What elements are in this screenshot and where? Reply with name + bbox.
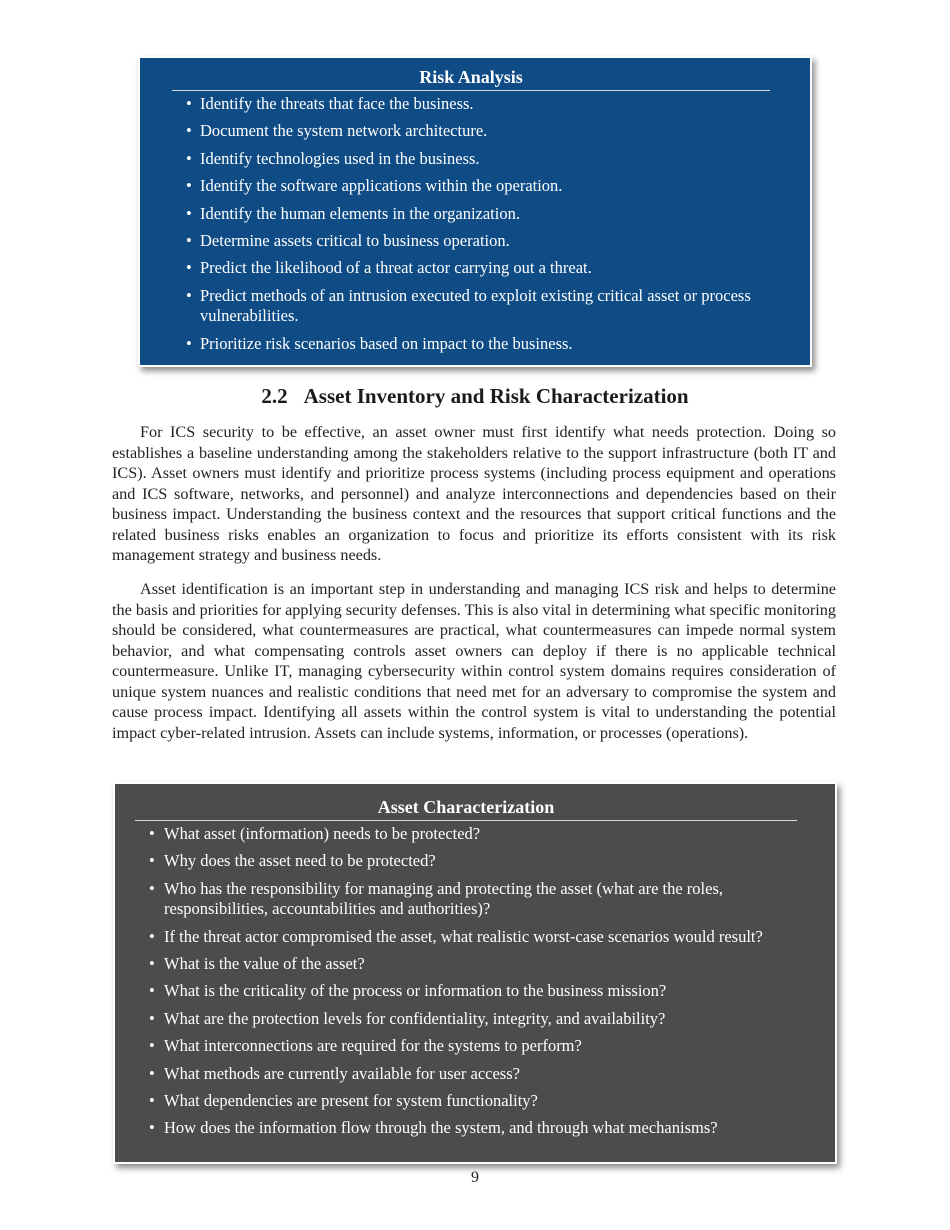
asset-characterization-list (149, 824, 835, 1139)
bullet-icon: • (149, 851, 155, 871)
bullet-icon: • (149, 1063, 155, 1083)
list-item: • Identify technologies used in the business. (186, 148, 480, 168)
bullet-icon: • (186, 230, 192, 250)
risk-analysis-box (138, 56, 812, 367)
list-item: • Identify the threats that face the business. (186, 94, 474, 113)
bullet-icon: • (186, 285, 192, 305)
list-item: • Predict methods of an intrusion executed to exploit existing critical asset or process vulnerabilities. (186, 285, 751, 326)
list-item: • What is the value of the asset? (149, 954, 365, 974)
bullet-icon: • (149, 981, 155, 1001)
bullet-icon: • (186, 203, 192, 223)
list-item: • Who has the responsibility for managing and protecting the asset (what are the roles, responsibilities, accountabilities and authorities)? (149, 878, 724, 919)
page-number: 9 (471, 1169, 479, 1186)
list-item: • Why does the asset need to be protected? (149, 851, 436, 871)
list-item: • What dependencies are present for system functionality? (149, 1091, 538, 1111)
section-heading (0, 382, 950, 410)
body-paragraph: Asset identification is an important step in understanding and managing ICS risk and helps to determine the basis and priorities for applying security defenses. This is also vital in determining what specific monitoring should be considered, what countermeasures are practical, what countermeasures can impede normal system behavior, and what compensating controls asset owners can deploy if there is no applicable technical countermeasure. Unlike IT, managing cybersecurity within control system domains requires consideration of unique system nuances and realistic conditions that need met for an adversary to compromise the system and cause process impact. Identifying all assets within the control system is vital to understanding the potential impact cyber-related intrusion. Assets can include systems, information, or processes (operations). (112, 580, 836, 742)
asset-characterization-box (113, 782, 837, 1164)
bullet-icon: • (186, 176, 192, 196)
body-paragraph: For ICS security to be effective, an asset owner must first identify what needs protection. Doing so establishes a baseline understanding among the stakeholders relative to the support infrastructure (both IT and ICS). Asset owners must identify and prioritize process systems (including process equipment and operations and ICS software, networks, and personnel) and analyze interconnections and dependencies based on their business impact. Understanding the business context and the resources that support critical functions and the related business risks enables an organization to focus and prioritize its efforts consistent with its risk management strategy and business needs. (112, 423, 836, 564)
bullet-icon: • (186, 148, 192, 168)
bullet-icon: • (186, 333, 192, 353)
bullet-icon: • (149, 1091, 155, 1111)
list-item: • Identify the human elements in the organization. (186, 203, 520, 223)
list-item: • What interconnections are required for the systems to perform? (149, 1036, 582, 1056)
bullet-icon: • (149, 954, 155, 974)
risk-analysis-title: Risk Analysis (172, 65, 770, 91)
list-item: • Document the system network architecture. (186, 121, 488, 141)
section-number: 2.2 (261, 384, 288, 408)
list-item: • What asset (information) needs to be protected? (149, 824, 481, 843)
list-item: • Identify the software applications within the operation. (186, 176, 563, 196)
bullet-icon: • (149, 1036, 155, 1056)
list-item: • Prioritize risk scenarios based on impact to the business. (186, 333, 573, 353)
bullet-icon: • (149, 878, 155, 898)
list-item: • What are the protection levels for confidentiality, integrity, and availability? (149, 1008, 666, 1028)
bullet-icon: • (149, 824, 155, 843)
list-item: • What is the criticality of the process or information to the business mission? (149, 981, 667, 1001)
bullet-icon: • (149, 926, 155, 946)
asset-characterization-title: Asset Characterization (135, 795, 797, 821)
list-item: • Determine assets critical to business operation. (186, 230, 510, 250)
bullet-icon: • (149, 1118, 155, 1138)
bullet-icon: • (186, 121, 192, 141)
risk-analysis-list (186, 94, 810, 354)
list-item: • What methods are currently available for user access? (149, 1063, 520, 1083)
list-item: • If the threat actor compromised the asset, what realistic worst-case scenarios would result? (149, 926, 763, 946)
bullet-icon: • (186, 94, 192, 113)
list-item: • How does the information flow through the system, and through what mechanisms? (149, 1118, 718, 1138)
bullet-icon: • (186, 258, 192, 278)
bullet-icon: • (149, 1008, 155, 1028)
list-item: • Predict the likelihood of a threat actor carrying out a threat. (186, 258, 592, 278)
section-title: Asset Inventory and Risk Characterization (303, 384, 689, 408)
